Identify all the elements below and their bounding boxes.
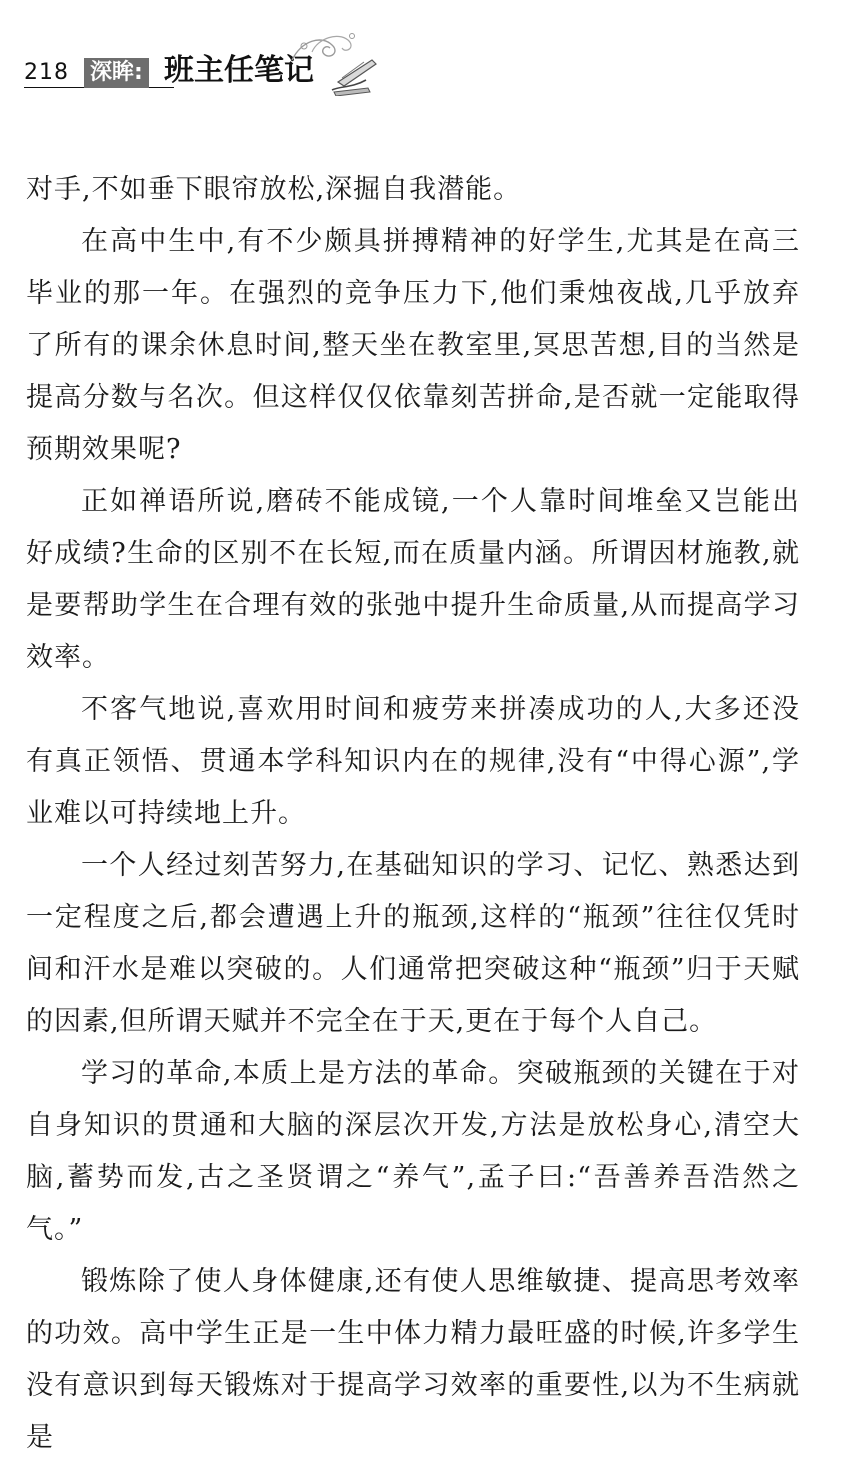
body-text bbox=[26, 164, 800, 1464]
page-number: 218 bbox=[24, 60, 69, 85]
paragraph: 正如禅语所说,磨砖不能成镜,一个人靠时间堆垒又岂能出好成绩?生命的区别不在长短,而在质量内涵。所谓因材施教,就是要帮助学生在合理有效的张弛中提升生命质量,从而提高学习效率。 bbox=[26, 486, 800, 673]
paragraph: 在高中生中,有不少颇具拼搏精神的好学生,尤其是在高三毕业的那一年。在强烈的竞争压力下,他们秉烛夜战,几乎放弃了所有的课余休息时间,整天坐在教室里,冥思苦想,目的当然是提高分数与名次。但这样仅仅依靠刻苦拼命,是否就一定能取得预期效果呢? bbox=[26, 226, 800, 465]
series-label: 深眸: bbox=[84, 58, 149, 88]
quill-ornament-icon bbox=[282, 30, 382, 96]
book-title: 班主任笔记 bbox=[164, 53, 314, 88]
paragraph: 不客气地说,喜欢用时间和疲劳来拼凑成功的人,大多还没有真正领悟、贯通本学科知识内在的规律,没有“中得心源”,学业难以可持续地上升。 bbox=[26, 694, 800, 829]
paragraph: 学习的革命,本质上是方法的革命。突破瓶颈的关键在于对自身知识的贯通和大脑的深层次开发,方法是放松身心,清空大脑,蓄势而发,古之圣贤谓之“养气”,孟子曰:“吾善养吾浩然之气。” bbox=[26, 1058, 800, 1245]
paragraph: 锻炼除了使人身体健康,还有使人思维敏捷、提高思考效率的功效。高中学生正是一生中体力精力最旺盛的时候,许多学生没有意识到每天锻炼对于提高学习效率的重要性,以为不生病就是 bbox=[26, 1266, 800, 1453]
paragraph-continued: 对手,不如垂下眼帘放松,深掘自我潜能。 bbox=[26, 174, 522, 205]
running-header bbox=[24, 42, 384, 98]
paragraph: 一个人经过刻苦努力,在基础知识的学习、记忆、熟悉达到一定程度之后,都会遭遇上升的瓶颈,这样的“瓶颈”往往仅凭时间和汗水是难以突破的。人们通常把突破这种“瓶颈”归于天赋的因素,但所谓天赋并不完全在于天,更在于每个人自己。 bbox=[26, 850, 800, 1037]
